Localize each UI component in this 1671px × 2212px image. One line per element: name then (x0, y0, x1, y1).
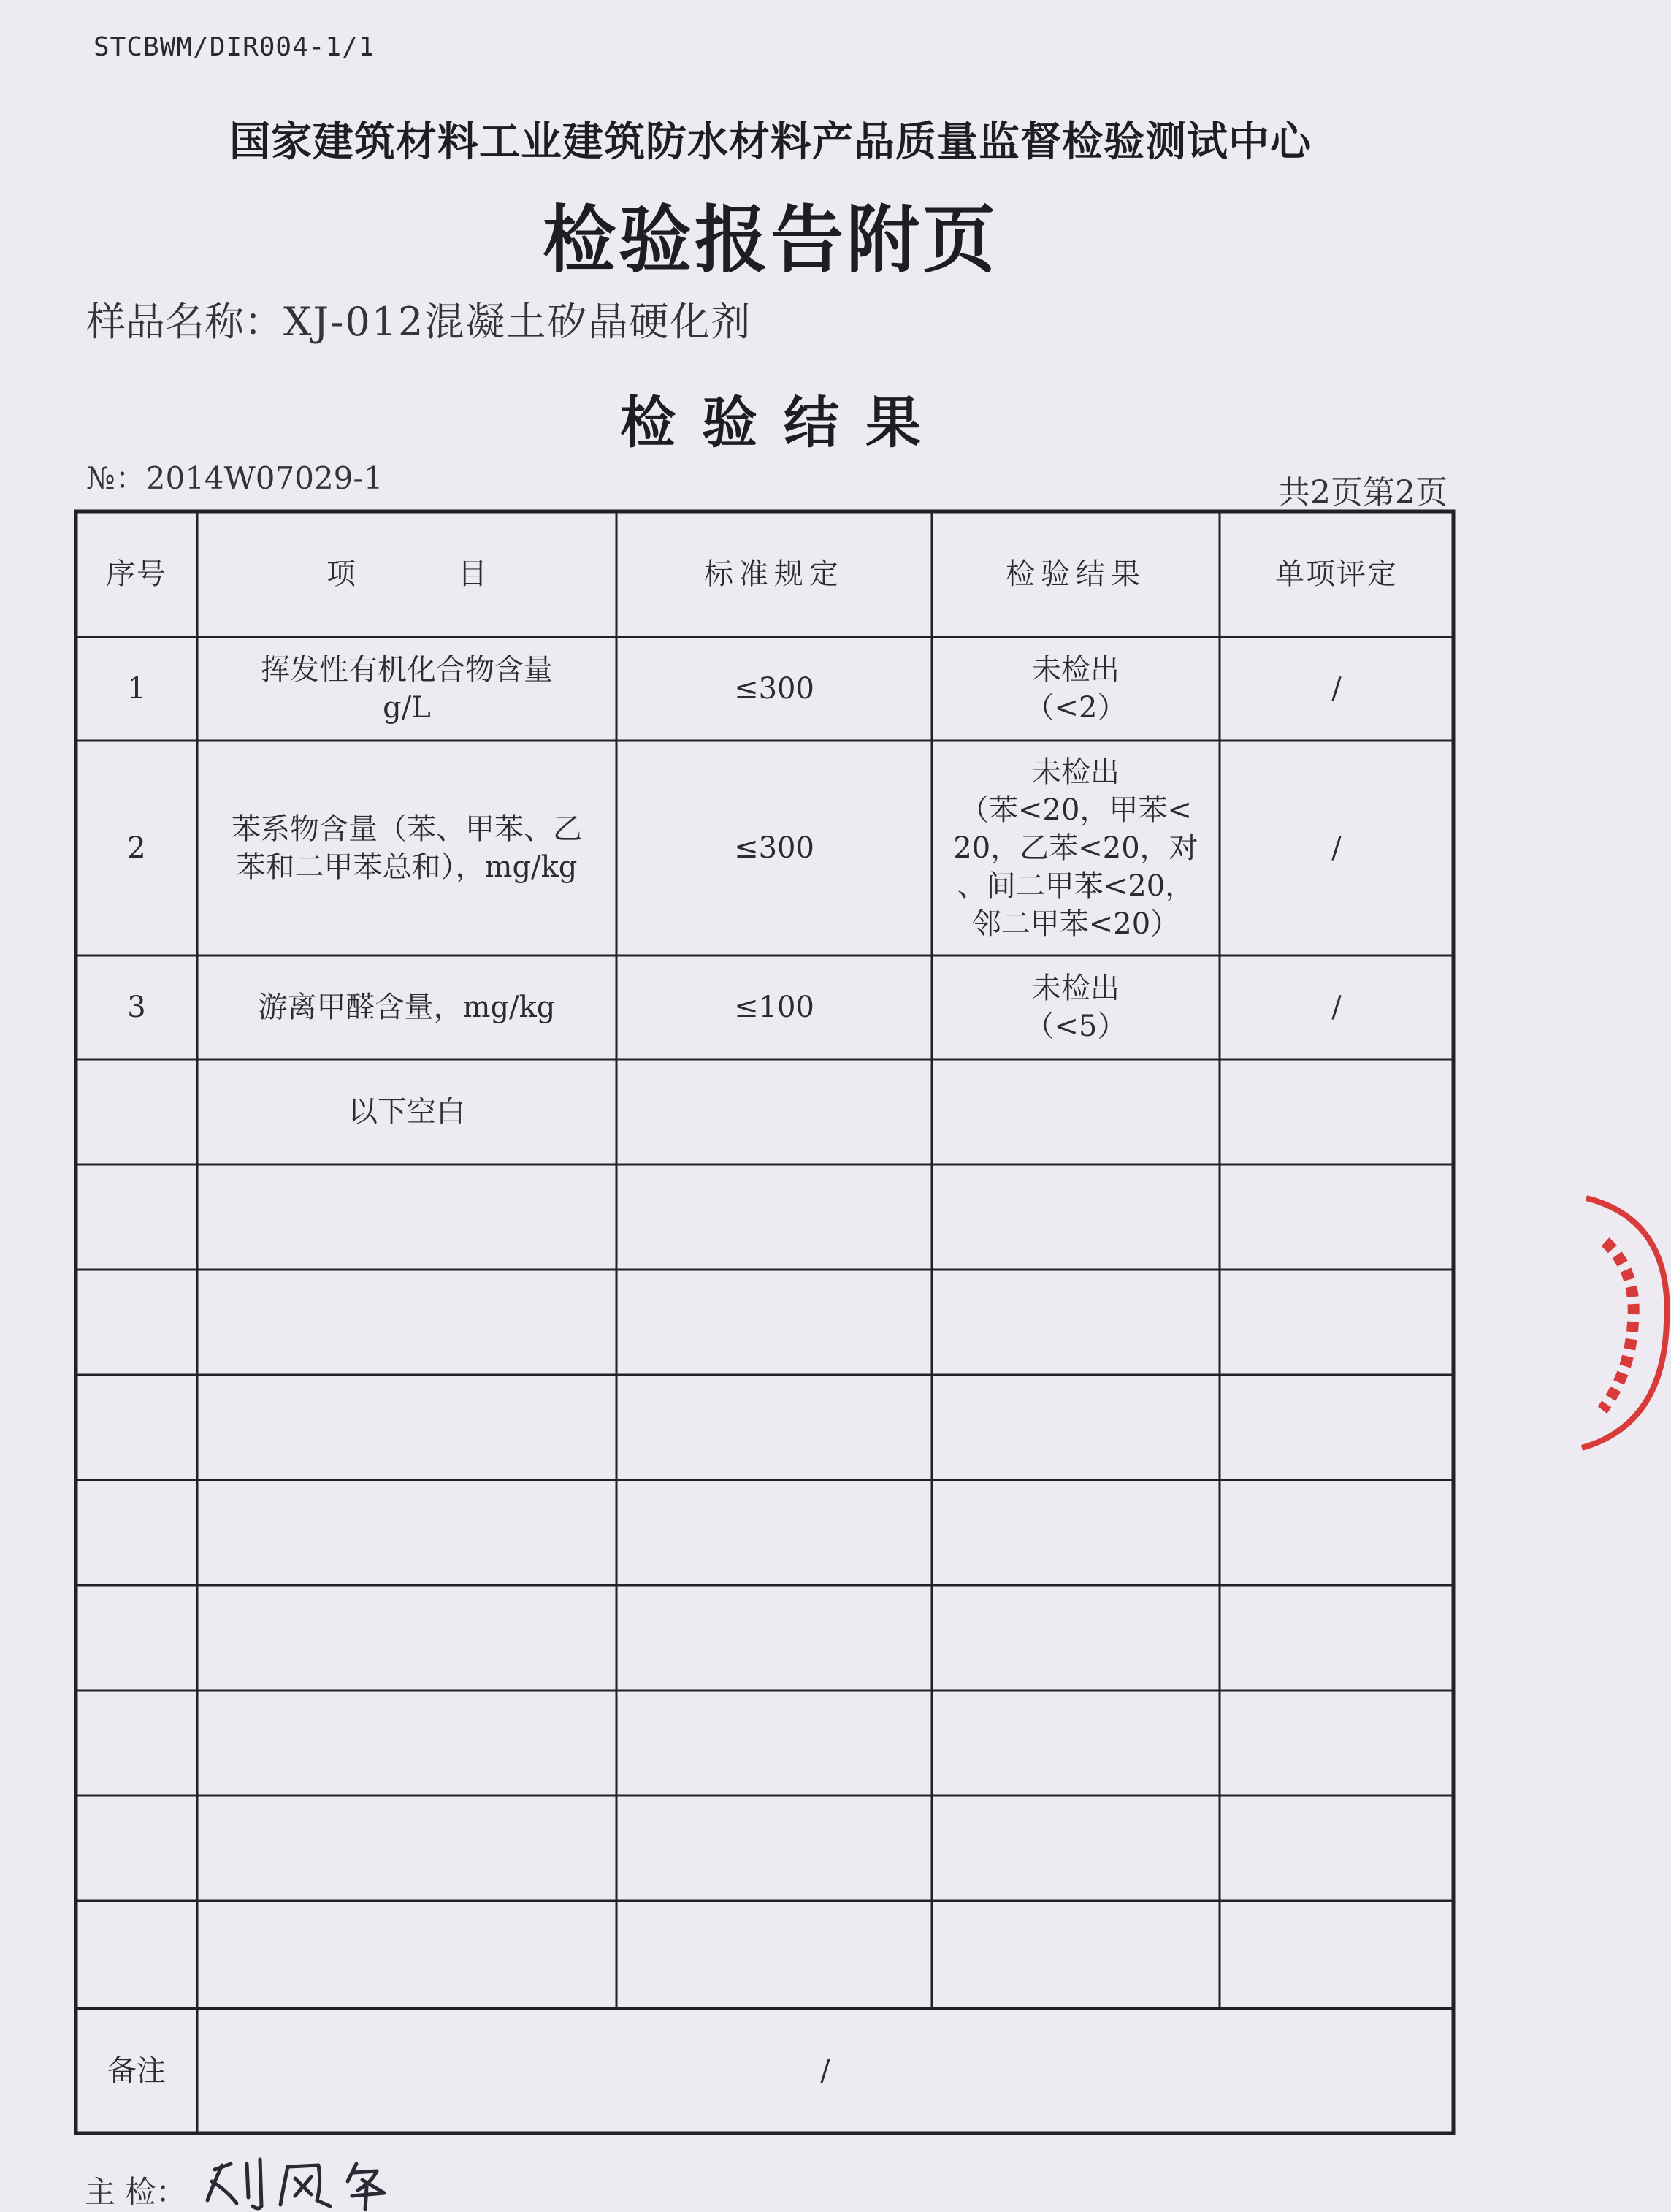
row-2-no: 2 (127, 831, 146, 865)
official-seal (1570, 1191, 1671, 1454)
remarks-value: / (820, 2054, 830, 2088)
row-2-result: 未检出 （苯<20，甲苯< 20，乙苯<20，对 、间二甲苯<20， 邻二甲苯<20） (953, 755, 1198, 941)
page-counter: 共2页第2页 (1278, 474, 1448, 511)
document-code: STCBWM/DIR004-1/1 (93, 32, 375, 62)
report-title: 检验报告附页 (543, 197, 998, 283)
section-title: 检验结果 (620, 390, 947, 455)
column-header-result: 检验结果 (1006, 557, 1146, 591)
row-2-standard: ≤300 (734, 831, 814, 865)
row-2-rating: / (1331, 831, 1342, 865)
column-header-rating: 单项评定 (1275, 557, 1398, 591)
column-header-standard: 标准规定 (704, 557, 844, 591)
row-3-item: 游离甲醛含量，mg/kg (258, 991, 556, 1024)
remarks-label: 备注 (107, 2054, 166, 2088)
inspector-signature (202, 2155, 435, 2212)
row-2-item: 苯系物含量（苯、甲苯、乙 苯和二甲苯总和），mg/kg (232, 812, 582, 884)
column-header-item: 项目 (326, 557, 589, 591)
row-3-standard: ≤100 (734, 991, 814, 1024)
row-1-standard: ≤300 (734, 672, 814, 706)
sample-name-label: 样品名称： (86, 299, 283, 345)
row-1-result: 未检出 （<2） (1025, 653, 1127, 725)
organization-name: 国家建筑材料工业建筑防水材料产品质量监督检验测试中心 (229, 118, 1312, 166)
sample-name-value: XJ-012混凝土矽晶硬化剂 (283, 299, 752, 345)
row-1-no: 1 (127, 672, 146, 706)
column-header-no: 序号 (106, 557, 167, 591)
row-3-rating: / (1331, 991, 1342, 1024)
row-3-result: 未检出 （<5） (1025, 972, 1127, 1043)
blank-remainder-note: 以下空白 (348, 1095, 465, 1129)
report-number: №：2014W07029-1 (86, 460, 383, 496)
row-1-rating: / (1331, 672, 1342, 706)
row-3-no: 3 (127, 991, 146, 1024)
inspector-label: 主 检： (85, 2174, 187, 2210)
row-1-item: 挥发性有机化合物含量 g/L (261, 653, 553, 725)
